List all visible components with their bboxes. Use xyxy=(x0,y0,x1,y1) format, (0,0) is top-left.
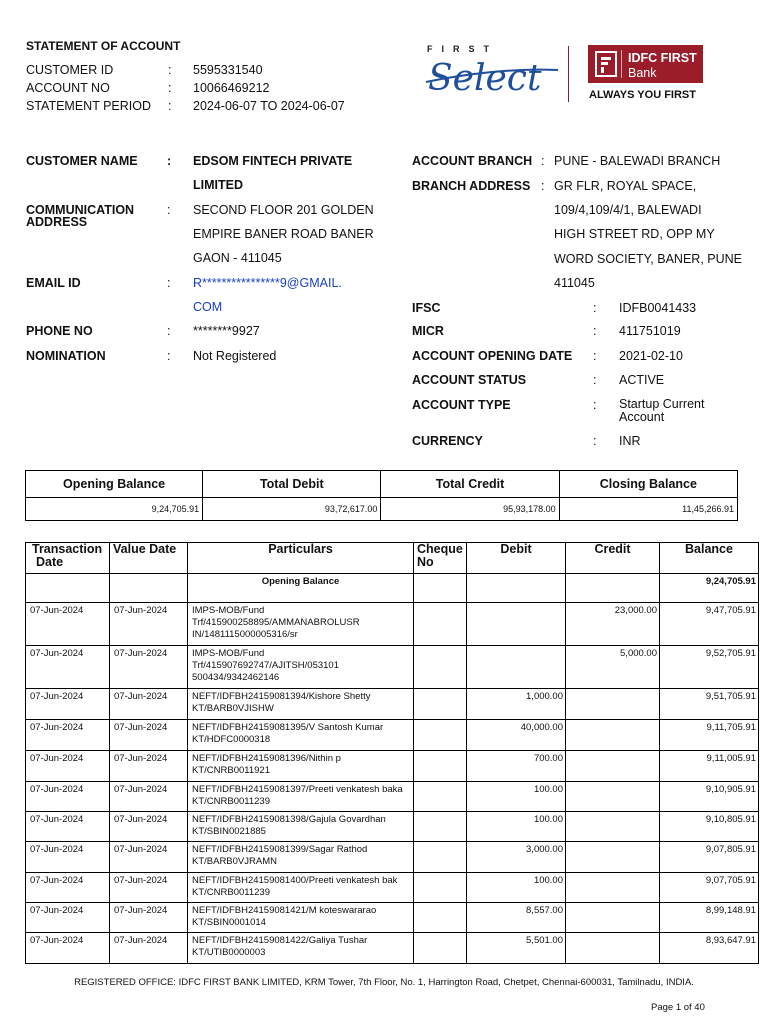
account-no-label: ACCOUNT NO xyxy=(26,81,110,95)
customer-name-label: CUSTOMER NAME xyxy=(26,154,138,168)
colon: : xyxy=(168,81,172,95)
transaction-date-cell: 07-Jun-2024 xyxy=(26,812,110,842)
transaction-date-cell: 07-Jun-2024 xyxy=(26,842,110,873)
credit-cell: 5,000.00 xyxy=(566,646,660,689)
cheque-no-cell xyxy=(414,812,467,842)
credit-cell xyxy=(566,933,660,964)
transaction-date-cell: 07-Jun-2024 xyxy=(26,689,110,720)
closing-balance-header: Closing Balance xyxy=(559,471,737,498)
idfc-divider xyxy=(621,50,622,78)
account-no-value: 10066469212 xyxy=(193,81,270,95)
opening-balance-amount: 9,24,705.91 xyxy=(660,574,759,603)
particulars-header: Particulars xyxy=(188,543,414,574)
credit-cell xyxy=(566,689,660,720)
account-type-label: ACCOUNT TYPE xyxy=(412,398,511,412)
particulars-cell: NEFT/IDFBH24159081398/Gajula Govardhan KT/SBIN0021885 xyxy=(188,812,414,842)
email-line1: R****************9@GMAIL. xyxy=(193,276,342,290)
balance-cell: 9,11,005.91 xyxy=(660,751,759,782)
account-type-line1: Startup Current xyxy=(619,397,705,411)
currency-label: CURRENCY xyxy=(412,434,483,448)
balance-cell: 9,10,905.91 xyxy=(660,782,759,812)
statement-period-label: STATEMENT PERIOD xyxy=(26,99,152,113)
debit-header: Debit xyxy=(467,543,566,574)
value-date-header: Value Date xyxy=(110,543,188,574)
value-date-cell: 07-Jun-2024 xyxy=(110,933,188,964)
branch-address-label: BRANCH ADDRESS xyxy=(412,179,531,193)
branch-address-line: 411045 xyxy=(554,275,595,290)
cheque-no-header xyxy=(414,543,467,574)
transaction-date-cell: 07-Jun-2024 xyxy=(26,751,110,782)
account-type-value xyxy=(619,398,704,424)
currency-value: INR xyxy=(619,434,641,448)
cheque-no-cell xyxy=(414,603,467,646)
colon: : xyxy=(167,276,171,290)
idfc-first-bank-logo xyxy=(588,45,703,83)
credit-cell xyxy=(566,720,660,751)
colon: : xyxy=(167,203,171,217)
debit-cell: 700.00 xyxy=(467,751,566,782)
statement-title: STATEMENT OF ACCOUNT xyxy=(26,39,181,53)
idfc-first-text: IDFC FIRST xyxy=(628,51,697,65)
header-line: Cheque xyxy=(417,542,463,556)
colon: : xyxy=(167,349,171,363)
transaction-date-cell: 07-Jun-2024 xyxy=(26,782,110,812)
statement-period-value: 2024-06-07 TO 2024-06-07 xyxy=(193,99,345,113)
value-date-cell: 07-Jun-2024 xyxy=(110,751,188,782)
first-select-wordmark-top: FIRST xyxy=(427,44,498,54)
header-line: Transaction xyxy=(32,542,103,556)
transaction-date-cell: 07-Jun-2024 xyxy=(26,720,110,751)
nomination-label: NOMINATION xyxy=(26,349,106,363)
debit-cell: 1,000.00 xyxy=(467,689,566,720)
value-date-cell: 07-Jun-2024 xyxy=(110,646,188,689)
balance-header: Balance xyxy=(660,543,759,574)
balance-summary-table xyxy=(25,470,738,521)
opening-balance-label: Opening Balance xyxy=(188,574,414,603)
transaction-date-cell: 07-Jun-2024 xyxy=(26,933,110,964)
logo-divider xyxy=(568,46,569,102)
customer-name-line2: LIMITED xyxy=(193,178,243,193)
cheque-no-cell xyxy=(414,720,467,751)
balance-cell: 8,99,148.91 xyxy=(660,903,759,933)
cheque-no-cell xyxy=(414,873,467,903)
colon: : xyxy=(593,373,597,387)
total-debit-value: 93,72,617.00 xyxy=(203,498,381,521)
total-debit-header: Total Debit xyxy=(203,471,381,498)
debit-cell: 3,000.00 xyxy=(467,842,566,873)
table-row xyxy=(26,842,759,873)
branch-address-line: WORD SOCIETY, BANER, PUNE xyxy=(554,251,742,266)
particulars-cell: NEFT/IDFBH24159081395/V Santosh Kumar KT/HDFC0000318 xyxy=(188,720,414,751)
table-row xyxy=(26,812,759,842)
email-line2: COM xyxy=(193,300,223,315)
summary-header-row xyxy=(26,471,738,498)
particulars-cell: NEFT/IDFBH24159081422/Galiya Tushar KT/UTIB0000003 xyxy=(188,933,414,964)
credit-cell: 23,000.00 xyxy=(566,603,660,646)
account-branch-label: ACCOUNT BRANCH xyxy=(412,154,533,168)
address-label-line1: COMMUNICATION xyxy=(26,203,135,217)
address-line: GAON - 411045 xyxy=(193,251,282,266)
table-row xyxy=(26,720,759,751)
address-label-line2: ADDRESS xyxy=(26,215,88,229)
micr-label: MICR xyxy=(412,324,444,338)
colon: : xyxy=(167,324,171,338)
communication-address-label xyxy=(26,204,134,228)
particulars-cell: IMPS-MOB/Fund Trf/415900258895/AMMANABROLUSR IN/1481115000005316/sr xyxy=(188,603,414,646)
opening-balance-value: 9,24,705.91 xyxy=(26,498,203,521)
account-status-value: ACTIVE xyxy=(619,373,665,387)
particulars-cell: NEFT/IDFBH24159081421/M koteswararao KT/SBIN0001014 xyxy=(188,903,414,933)
balance-cell: 9,51,705.91 xyxy=(660,689,759,720)
cheque-no-cell xyxy=(414,689,467,720)
transactions-header-row xyxy=(26,543,759,574)
particulars-cell: NEFT/IDFBH24159081396/Nithin p KT/CNRB0011921 xyxy=(188,751,414,782)
colon: : xyxy=(541,179,545,193)
colon: : xyxy=(168,99,172,113)
table-row xyxy=(26,751,759,782)
cheque-no-cell xyxy=(414,842,467,873)
table-row xyxy=(26,903,759,933)
balance-cell: 9,07,705.91 xyxy=(660,873,759,903)
address-line: EMPIRE BANER ROAD BANER xyxy=(193,227,374,242)
cheque-no-cell xyxy=(414,903,467,933)
transactions-table xyxy=(25,542,759,964)
communication-address-value xyxy=(193,198,374,271)
value-date-cell: 07-Jun-2024 xyxy=(110,842,188,873)
colon: : xyxy=(168,63,172,77)
opening-balance-row xyxy=(26,574,759,603)
value-date-cell: 07-Jun-2024 xyxy=(110,603,188,646)
value-date-cell: 07-Jun-2024 xyxy=(110,812,188,842)
summary-value-row xyxy=(26,498,738,521)
email-label: EMAIL ID xyxy=(26,276,81,290)
particulars-cell: NEFT/IDFBH24159081400/Preeti venkatesh bak KT/CNRB0011239 xyxy=(188,873,414,903)
balance-cell: 9,07,805.91 xyxy=(660,842,759,873)
ifsc-label: IFSC xyxy=(412,301,441,315)
total-credit-value: 95,93,178.00 xyxy=(381,498,559,521)
select-text: Select xyxy=(428,58,542,99)
branch-address-value xyxy=(554,174,742,295)
nomination-value: Not Registered xyxy=(193,349,277,363)
credit-cell xyxy=(566,812,660,842)
credit-cell xyxy=(566,751,660,782)
table-row xyxy=(26,873,759,903)
debit-cell: 8,557.00 xyxy=(467,903,566,933)
table-row xyxy=(26,603,759,646)
debit-cell xyxy=(467,603,566,646)
header-line: Date xyxy=(36,554,64,569)
idfc-emblem-icon xyxy=(595,51,617,77)
balance-cell: 9,47,705.91 xyxy=(660,603,759,646)
balance-cell: 9,10,805.91 xyxy=(660,812,759,842)
account-type-line2: Account xyxy=(619,410,665,424)
customer-name-value xyxy=(193,149,352,197)
colon: : xyxy=(541,154,545,168)
particulars-cell: NEFT/IDFBH24159081399/Sagar Rathod KT/BARB0VJRAMN xyxy=(188,842,414,873)
account-branch-value: PUNE - BALEWADI BRANCH xyxy=(554,154,721,168)
customer-id-label: CUSTOMER ID xyxy=(26,63,114,77)
page-number: Page 1 of 40 xyxy=(651,1002,705,1013)
table-row xyxy=(26,646,759,689)
colon: : xyxy=(593,349,597,363)
particulars-cell: IMPS-MOB/Fund Trf/415907692747/AJITSH/053101 500434/9342462146 xyxy=(188,646,414,689)
opening-balance-header: Opening Balance xyxy=(26,471,203,498)
account-opening-date-label: ACCOUNT OPENING DATE xyxy=(412,349,573,363)
particulars-cell: NEFT/IDFBH24159081394/Kishore Shetty KT/BARB0VJISHW xyxy=(188,689,414,720)
transaction-date-cell: 07-Jun-2024 xyxy=(26,903,110,933)
value-date-cell: 07-Jun-2024 xyxy=(110,903,188,933)
colon: : xyxy=(593,324,597,338)
balance-cell: 9,52,705.91 xyxy=(660,646,759,689)
branch-address-line: 109/4,109/4/1, BALEWADI xyxy=(554,203,702,218)
colon: : xyxy=(167,154,172,168)
transaction-date-cell: 07-Jun-2024 xyxy=(26,646,110,689)
debit-cell: 40,000.00 xyxy=(467,720,566,751)
debit-cell: 100.00 xyxy=(467,873,566,903)
balance-cell: 8,93,647.91 xyxy=(660,933,759,964)
debit-cell xyxy=(467,646,566,689)
branch-address-line: GR FLR, ROYAL SPACE, xyxy=(554,179,697,193)
table-row xyxy=(26,933,759,964)
address-line: SECOND FLOOR 201 GOLDEN xyxy=(193,203,374,217)
phone-value: ********9927 xyxy=(193,324,260,338)
table-row xyxy=(26,782,759,812)
cheque-no-cell xyxy=(414,646,467,689)
phone-label: PHONE NO xyxy=(26,324,93,338)
branch-address-line: HIGH STREET RD, OPP MY xyxy=(554,227,715,242)
debit-cell: 100.00 xyxy=(467,782,566,812)
cheque-no-cell xyxy=(414,751,467,782)
value-date-cell: 07-Jun-2024 xyxy=(110,782,188,812)
micr-value: 411751019 xyxy=(619,324,681,338)
customer-name-line1: EDSOM FINTECH PRIVATE xyxy=(193,154,353,168)
account-opening-date-value: 2021-02-10 xyxy=(619,349,683,363)
transaction-date-header xyxy=(26,543,110,574)
tagline: ALWAYS YOU FIRST xyxy=(589,89,696,101)
header-line: No xyxy=(417,554,434,569)
debit-cell: 5,501.00 xyxy=(467,933,566,964)
customer-id-value: 5595331540 xyxy=(193,63,263,77)
bank-text: Bank xyxy=(628,66,657,80)
table-row xyxy=(26,689,759,720)
account-status-label: ACCOUNT STATUS xyxy=(412,373,527,387)
credit-cell xyxy=(566,842,660,873)
credit-header: Credit xyxy=(566,543,660,574)
debit-cell: 100.00 xyxy=(467,812,566,842)
credit-cell xyxy=(566,873,660,903)
cheque-no-cell xyxy=(414,933,467,964)
total-credit-header: Total Credit xyxy=(381,471,559,498)
transaction-date-cell: 07-Jun-2024 xyxy=(26,603,110,646)
email-value[interactable] xyxy=(193,271,342,319)
value-date-cell: 07-Jun-2024 xyxy=(110,689,188,720)
colon: : xyxy=(593,434,597,448)
balance-cell: 9,11,705.91 xyxy=(660,720,759,751)
credit-cell xyxy=(566,903,660,933)
closing-balance-value: 11,45,266.91 xyxy=(559,498,737,521)
colon: : xyxy=(593,398,597,412)
credit-cell xyxy=(566,782,660,812)
transaction-date-cell: 07-Jun-2024 xyxy=(26,873,110,903)
value-date-cell: 07-Jun-2024 xyxy=(110,720,188,751)
select-logo xyxy=(424,52,564,102)
ifsc-value: IDFB0041433 xyxy=(619,301,697,315)
colon: : xyxy=(593,301,597,315)
particulars-cell: NEFT/IDFBH24159081397/Preeti venkatesh baka KT/CNRB0011239 xyxy=(188,782,414,812)
registered-office-footer: REGISTERED OFFICE: IDFC FIRST BANK LIMITED, KRM Tower, 7th Floor, No. 1, Harrington Road, Chetpet, Chennai-600031, Tamilnadu, INDIA. xyxy=(74,977,694,988)
value-date-cell: 07-Jun-2024 xyxy=(110,873,188,903)
cheque-no-cell xyxy=(414,782,467,812)
